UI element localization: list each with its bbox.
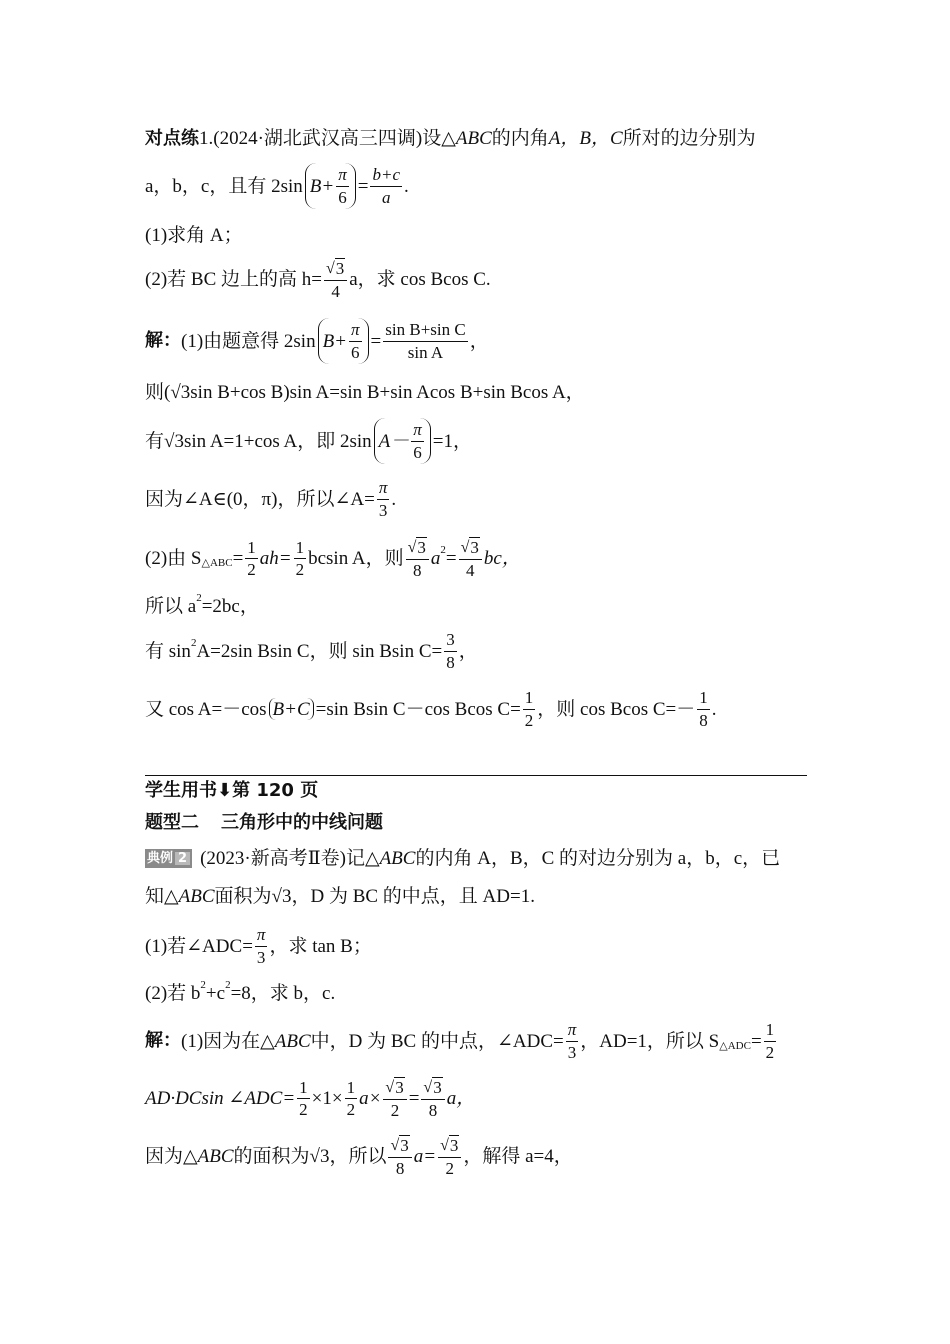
fraction-sqrt3-4: [324, 258, 347, 301]
example-q2: [145, 979, 336, 1004]
s5-text-g: bc，: [483, 548, 521, 570]
fraction-1-8: [697, 688, 710, 730]
solution1-line-7: [145, 630, 478, 672]
practice-stem-b: 的内角: [491, 128, 549, 149]
e1-text-b: 的内角 A，B，C 的对边分别为 a，b，c，已: [415, 848, 781, 869]
practice-stem-a: 设: [422, 128, 442, 149]
example-triangle: △ABC: [364, 848, 416, 869]
practice-q2: [145, 258, 491, 301]
fraction-1-2: [294, 538, 307, 580]
denominator: sin A: [407, 342, 444, 362]
fraction-sqrt3-8: [421, 1077, 444, 1120]
example-badge: [145, 849, 192, 868]
solution1-line-6: [145, 592, 259, 617]
s5-text-d: bcsin A，则: [308, 548, 404, 570]
fraction-pi-3: [255, 925, 268, 967]
numerator: 1: [345, 1078, 358, 1100]
numerator: [388, 1135, 411, 1158]
paren-group: [305, 163, 356, 209]
s8-text-a: 又 cos A=－cos: [145, 698, 267, 720]
denominator: 3: [567, 1042, 577, 1062]
solution-label: 解：: [145, 330, 181, 351]
paren-group: [318, 318, 369, 364]
example-q1: [145, 925, 372, 967]
denominator: 8: [446, 652, 455, 672]
equals: =: [357, 175, 369, 197]
denominator: 2: [299, 1100, 308, 1120]
sqrt-icon: √: [309, 1146, 320, 1168]
numerator: b+c: [370, 165, 402, 187]
book-ref-text: 学生用书⬇第 120 页: [145, 780, 319, 801]
superscript: 2: [196, 592, 202, 604]
practice-line-2: [145, 163, 409, 209]
numerator: 1: [245, 538, 258, 560]
example-line-1: [145, 849, 780, 868]
example-triangle: △ABC: [164, 886, 215, 907]
sqrt-icon: √ 3: [390, 1136, 409, 1155]
numerator: [459, 537, 482, 560]
s8-text-c: ，则 cos Bcos C=－: [537, 698, 696, 720]
s4-text: 因为∠A∈(0，π)，所以∠A=: [145, 488, 375, 510]
fraction-pi-3: [377, 478, 390, 520]
practice-stem-c: A，B，C: [548, 128, 623, 149]
solution1-line-3: [145, 418, 472, 464]
numerator: [421, 1077, 444, 1100]
numerator: π: [336, 165, 349, 187]
s1-text: (1)由题意得 2sin: [181, 330, 316, 352]
badge-text: 典例: [147, 851, 174, 866]
sqrt-icon: √ 3: [460, 538, 479, 557]
eq2-text-b: +c: [205, 983, 226, 1004]
section-title: [145, 814, 383, 832]
numerator: π: [349, 320, 362, 342]
denominator: 2: [765, 1042, 775, 1062]
fraction-bc-a: [370, 165, 402, 207]
fraction-pi-6: [411, 420, 424, 462]
t3-text-a: 因为: [145, 1146, 184, 1168]
s8-text-b: =sin Bsin C－cos Bcos C=: [315, 698, 521, 720]
book-page-ref: [145, 782, 318, 800]
s7-text-a: 有 sin: [145, 640, 191, 662]
denominator: 4: [331, 281, 340, 301]
t1-text-c: ，AD=1，所以 S: [580, 1030, 720, 1052]
t3-text-b: 的面积为: [233, 1146, 310, 1168]
denominator: 2: [295, 560, 305, 580]
denominator: 2: [390, 1100, 400, 1120]
practice-line-1: [145, 129, 756, 148]
eq1-text-a: (1)若∠ADC=: [145, 935, 253, 957]
fraction-pi-6: [349, 320, 362, 362]
fraction-sqrt3-8: [388, 1135, 411, 1178]
fraction-pi-6: [336, 165, 349, 207]
s5-text-a: (2)由 S: [145, 548, 202, 570]
practice-q2-text-b: a，求 cos Bcos C.: [349, 269, 491, 291]
s3-text-c: =1，: [432, 430, 473, 452]
practice-q1-text: (1)求角 A；: [145, 225, 243, 246]
e2-text-a: 知: [145, 886, 165, 907]
comma: ，: [458, 640, 478, 662]
fraction-pi-3: [566, 1020, 579, 1062]
solution2-line-2: [145, 1077, 475, 1120]
practice-label: 对点练: [145, 127, 199, 149]
t3-text-e: ，解得 a=4，: [463, 1146, 573, 1168]
s3-text-a: 有: [145, 430, 165, 452]
b-plus: B+: [322, 330, 348, 352]
numerator: π: [566, 1020, 579, 1042]
s5-eq: =: [232, 548, 244, 570]
solution1-line-8: [145, 688, 717, 730]
period: .: [391, 488, 397, 510]
sqrt-icon: √ 3: [423, 1078, 442, 1097]
b-plus: B+: [309, 175, 335, 197]
sqrt-icon: √ 3: [407, 538, 426, 557]
practice-stem-d: 所对的边分别为: [622, 128, 756, 149]
fraction-1-2: [245, 538, 258, 580]
t2-text-c: a×: [359, 1088, 382, 1110]
superscript: 2: [440, 544, 446, 557]
denominator: 6: [413, 442, 422, 462]
badge-number: 2: [175, 852, 190, 865]
denominator: 4: [466, 560, 475, 580]
practice-line2-text: a，b，c，且有 2sin: [145, 175, 303, 197]
s2-text-a: 则(: [145, 382, 171, 403]
fraction-sqrt3-8: [406, 537, 429, 580]
fraction-1-2: [297, 1078, 310, 1120]
s5-text-c: ah=: [259, 548, 292, 570]
denominator: 6: [338, 187, 347, 207]
fraction-sqrt3-2: [383, 1077, 406, 1120]
denominator: 8: [428, 1100, 438, 1120]
s6-text: 所以 a: [145, 596, 197, 617]
denominator: a: [382, 187, 391, 207]
superscript: 2: [190, 636, 197, 649]
numerator: 1: [764, 1020, 777, 1042]
b-plus-c: B+C: [272, 698, 310, 720]
s5-text-e: a: [430, 548, 441, 570]
fraction-sqrt3-2: [438, 1135, 461, 1178]
fraction-sqrt3-4: [459, 537, 482, 580]
e2-text-c: 3，D 为 BC 的中点，且 AD=1.: [281, 886, 535, 907]
practice-source: 1.(2024·湖北武汉高三四调): [199, 128, 423, 149]
t1-text-b: 中，D 为 BC 的中点，∠ADC=: [310, 1030, 564, 1052]
numerator: 1: [297, 1078, 310, 1100]
t2-text-d: =: [408, 1088, 420, 1110]
t2-text-a: AD·DCsin ∠ADC=: [145, 1088, 296, 1110]
s3-text-b: 3sin A=1+cos A，即 2sin: [174, 430, 372, 452]
denominator: 8: [413, 560, 422, 580]
solution-label: 解：: [145, 1030, 181, 1052]
a-minus: A－: [378, 430, 410, 452]
numerator: [324, 258, 347, 281]
t3-text-c: 3，所以: [319, 1146, 387, 1168]
denominator: 3: [378, 500, 388, 520]
section-title-b: 三角形中的中线问题: [221, 812, 383, 833]
numerator: [383, 1077, 406, 1100]
s5-text-f: =: [445, 548, 457, 570]
numerator: [438, 1135, 461, 1158]
example-line-2: [145, 887, 535, 906]
solution2-line-3: [145, 1135, 573, 1178]
t2-text-b: ×1×: [311, 1088, 343, 1110]
solution1-line-4: [145, 478, 396, 520]
denominator: 6: [351, 342, 360, 362]
numerator: π: [377, 478, 390, 500]
t2-text-e: a，: [446, 1088, 476, 1110]
equals: =: [370, 330, 382, 352]
fraction-3-8: [444, 630, 457, 672]
sqrt-icon: √: [271, 886, 282, 907]
superscript: 2: [200, 979, 206, 991]
denominator: 2: [346, 1100, 356, 1120]
eq2-text-a: (2)若 b: [145, 983, 201, 1004]
divider-rule: [145, 775, 807, 776]
s6-text-b: =2bc，: [201, 596, 259, 617]
t1-text-d: =: [750, 1030, 762, 1052]
t1-subscript: △ADC: [719, 1039, 751, 1052]
sqrt-icon: √ 3: [440, 1136, 459, 1155]
fraction-1-2: [764, 1020, 777, 1062]
comma: ，: [469, 330, 489, 352]
superscript: 2: [225, 979, 231, 991]
sqrt-icon: √: [170, 382, 181, 403]
section-title-a: 题型二: [145, 812, 199, 833]
e1-text-a: (2023·新高考Ⅱ卷)记: [200, 848, 365, 869]
numerator: π: [255, 925, 268, 947]
e2-text-b: 面积为: [214, 886, 272, 907]
solution-triangle: △ABC: [183, 1146, 234, 1168]
solution2-line-1: [145, 1020, 778, 1062]
numerator: π: [411, 420, 424, 442]
fraction-sinb-sinc: [383, 320, 467, 362]
paren-group: [269, 698, 314, 720]
eq1-text-b: ，求 tan B；: [269, 935, 372, 957]
numerator: 1: [697, 688, 710, 710]
practice-q2-text-a: (2)若 BC 边上的高 h=: [145, 269, 322, 291]
s5-subscript: △ABC: [201, 557, 233, 570]
denominator: 8: [395, 1158, 405, 1178]
solution1-line-2: [145, 383, 585, 402]
numerator: [406, 537, 429, 560]
numerator: 1: [294, 538, 307, 560]
period: .: [404, 175, 409, 197]
solution-triangle: △ABC: [260, 1030, 311, 1052]
fraction-1-2: [523, 688, 536, 730]
numerator: sin B+sin C: [383, 320, 467, 342]
denominator: 2: [445, 1158, 454, 1178]
denominator: 8: [699, 710, 708, 730]
eq2-text-c: =8，求 b，c.: [230, 983, 336, 1004]
denominator: 3: [256, 947, 266, 967]
solution1-line-1: [145, 318, 489, 364]
solution1-line-5: [145, 537, 521, 580]
paren-group: [374, 418, 431, 464]
sqrt-icon: √: [164, 430, 175, 452]
sqrt-icon: √ 3: [385, 1078, 404, 1097]
numerator: 1: [523, 688, 536, 710]
s2-text-b: 3sin B+cos B)sin A=sin B+sin Acos B+sin Bcos A，: [180, 382, 585, 403]
s8-text-d: .: [711, 698, 717, 720]
practice-q1: [145, 226, 243, 245]
sqrt-icon: √ 3: [325, 259, 345, 278]
t3-text-d: a=: [413, 1146, 437, 1168]
t1-text-a: (1)因为在: [181, 1030, 261, 1052]
practice-triangle: △ABC: [441, 128, 492, 149]
s7-text-b: A=2sin Bsin C，则 sin Bsin C=: [196, 640, 443, 662]
numerator: 3: [444, 630, 457, 652]
denominator: 2: [524, 710, 534, 730]
fraction-1-2: [345, 1078, 358, 1120]
denominator: 2: [247, 560, 256, 580]
